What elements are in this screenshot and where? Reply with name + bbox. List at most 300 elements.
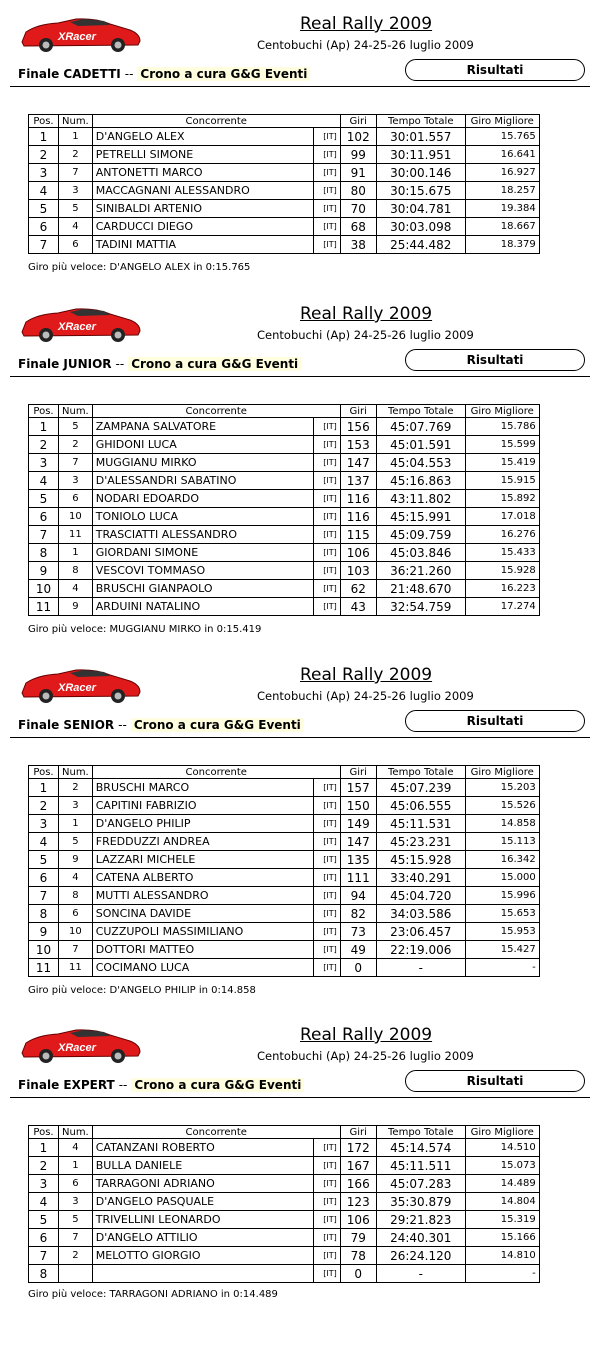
cell-best: 15.996 bbox=[465, 887, 539, 905]
table-row bbox=[29, 490, 540, 508]
cell-best: 15.203 bbox=[465, 779, 539, 797]
cell-num: 7 bbox=[59, 164, 93, 182]
cell-nat: [IT] bbox=[313, 508, 340, 526]
cell-laps: 135 bbox=[340, 851, 376, 869]
table-row bbox=[29, 1157, 540, 1175]
cell-best: 15.000 bbox=[465, 869, 539, 887]
xracer-logo bbox=[18, 304, 144, 344]
cell-name: DOTTORI MATTEO bbox=[92, 941, 313, 959]
cell-num: 5 bbox=[59, 418, 93, 436]
cell-pos: 10 bbox=[29, 941, 59, 959]
results-button[interactable]: Risultati bbox=[405, 710, 585, 732]
cell-best: 15.915 bbox=[465, 472, 539, 490]
finale-label: Finale SENIOR bbox=[18, 718, 115, 732]
cell-time: 36:21.260 bbox=[376, 562, 465, 580]
cell-laps: 79 bbox=[340, 1229, 376, 1247]
cell-time: 30:11.951 bbox=[376, 146, 465, 164]
finale-separator: -- bbox=[118, 718, 127, 732]
cell-num: 11 bbox=[59, 959, 93, 977]
event-title: Real Rally 2009 bbox=[300, 665, 433, 685]
cell-pos: 6 bbox=[29, 218, 59, 236]
cell-num: 4 bbox=[59, 580, 93, 598]
header-giri: Giri bbox=[340, 766, 376, 779]
cell-pos: 5 bbox=[29, 851, 59, 869]
cell-name: TARRAGONI ADRIANO bbox=[92, 1175, 313, 1193]
table-row bbox=[29, 905, 540, 923]
cell-name: CUZZUPOLI MASSIMILIANO bbox=[92, 923, 313, 941]
header-giri: Giri bbox=[340, 1126, 376, 1139]
header-giri: Giri bbox=[340, 405, 376, 418]
cell-num: 3 bbox=[59, 1193, 93, 1211]
table-header-row bbox=[29, 115, 540, 128]
cell-laps: 70 bbox=[340, 200, 376, 218]
cell-time: 30:00.146 bbox=[376, 164, 465, 182]
cell-num: 8 bbox=[59, 562, 93, 580]
header-pos: Pos. bbox=[29, 405, 59, 418]
cell-nat: [IT] bbox=[313, 959, 340, 977]
cell-pos: 1 bbox=[29, 779, 59, 797]
cell-nat: [IT] bbox=[313, 1247, 340, 1265]
cell-num: 9 bbox=[59, 851, 93, 869]
cell-time: 45:04.553 bbox=[376, 454, 465, 472]
cell-pos: 1 bbox=[29, 1139, 59, 1157]
xracer-logo bbox=[18, 1025, 144, 1065]
cell-best: 15.599 bbox=[465, 436, 539, 454]
cell-time: 45:15.928 bbox=[376, 851, 465, 869]
cell-laps: 167 bbox=[340, 1157, 376, 1175]
cell-nat: [IT] bbox=[313, 923, 340, 941]
cell-nat: [IT] bbox=[313, 218, 340, 236]
cell-time: 45:03.846 bbox=[376, 544, 465, 562]
cell-time: 30:04.781 bbox=[376, 200, 465, 218]
finale-heading bbox=[18, 1078, 304, 1092]
cell-best: 16.927 bbox=[465, 164, 539, 182]
cell-nat: [IT] bbox=[313, 436, 340, 454]
header-giro-migliore: Giro Migliore bbox=[465, 1126, 539, 1139]
cell-best: 15.319 bbox=[465, 1211, 539, 1229]
table-row bbox=[29, 562, 540, 580]
cell-laps: 153 bbox=[340, 436, 376, 454]
cell-laps: 147 bbox=[340, 454, 376, 472]
cell-nat: [IT] bbox=[313, 851, 340, 869]
cell-laps: 38 bbox=[340, 236, 376, 254]
table-row bbox=[29, 236, 540, 254]
table-row bbox=[29, 436, 540, 454]
cell-pos: 3 bbox=[29, 1175, 59, 1193]
logo-text: XRacer bbox=[58, 31, 96, 43]
table-row bbox=[29, 544, 540, 562]
table-row bbox=[29, 797, 540, 815]
cell-pos: 2 bbox=[29, 797, 59, 815]
table-row bbox=[29, 1265, 540, 1283]
cell-best: - bbox=[465, 1265, 539, 1283]
cell-num: 6 bbox=[59, 236, 93, 254]
cell-best: - bbox=[465, 959, 539, 977]
cell-num: 4 bbox=[59, 869, 93, 887]
cell-pos: 3 bbox=[29, 454, 59, 472]
crono-label: Crono a cura G&G Eventi bbox=[131, 718, 304, 732]
cell-nat: [IT] bbox=[313, 146, 340, 164]
header-num: Num. bbox=[59, 1126, 93, 1139]
cell-time: 32:54.759 bbox=[376, 598, 465, 616]
table-row bbox=[29, 1229, 540, 1247]
cell-time: - bbox=[376, 1265, 465, 1283]
cell-laps: 43 bbox=[340, 598, 376, 616]
cell-time: 34:03.586 bbox=[376, 905, 465, 923]
cell-name: SONCINA DAVIDE bbox=[92, 905, 313, 923]
cell-nat: [IT] bbox=[313, 1193, 340, 1211]
cell-laps: 116 bbox=[340, 508, 376, 526]
header-concorrente: Concorrente bbox=[92, 1126, 340, 1139]
cell-best: 15.419 bbox=[465, 454, 539, 472]
section-divider bbox=[10, 86, 590, 87]
section-divider bbox=[10, 376, 590, 377]
cell-pos: 10 bbox=[29, 580, 59, 598]
cell-num: 3 bbox=[59, 182, 93, 200]
cell-pos: 5 bbox=[29, 1211, 59, 1229]
cell-time: 22:19.006 bbox=[376, 941, 465, 959]
cell-num: 7 bbox=[59, 454, 93, 472]
cell-best: 14.510 bbox=[465, 1139, 539, 1157]
table-row bbox=[29, 454, 540, 472]
logo-text: XRacer bbox=[58, 321, 96, 333]
cell-num: 6 bbox=[59, 490, 93, 508]
cell-name: MUGGIANU MIRKO bbox=[92, 454, 313, 472]
cell-name: FREDDUZZI ANDREA bbox=[92, 833, 313, 851]
cell-pos: 1 bbox=[29, 418, 59, 436]
results-table bbox=[28, 1125, 540, 1283]
cell-laps: 106 bbox=[340, 1211, 376, 1229]
event-title: Real Rally 2009 bbox=[300, 304, 433, 324]
cell-laps: 106 bbox=[340, 544, 376, 562]
cell-name bbox=[92, 1265, 313, 1283]
cell-name: BULLA DANIELE bbox=[92, 1157, 313, 1175]
cell-time: 43:11.802 bbox=[376, 490, 465, 508]
cell-num: 10 bbox=[59, 508, 93, 526]
fastest-lap-note: Giro più veloce: D'ANGELO PHILIP in 0:14.858 bbox=[28, 985, 256, 996]
cell-time: 45:15.991 bbox=[376, 508, 465, 526]
cell-name: CATENA ALBERTO bbox=[92, 869, 313, 887]
cell-best: 15.166 bbox=[465, 1229, 539, 1247]
cell-name: D'ANGELO ATTILIO bbox=[92, 1229, 313, 1247]
xracer-logo bbox=[18, 14, 144, 54]
event-title: Real Rally 2009 bbox=[300, 14, 433, 34]
table-row bbox=[29, 1193, 540, 1211]
cell-name: SINIBALDI ARTENIO bbox=[92, 200, 313, 218]
cell-name: MELOTTO GIORGIO bbox=[92, 1247, 313, 1265]
results-table bbox=[28, 114, 540, 254]
cell-name: BRUSCHI MARCO bbox=[92, 779, 313, 797]
cell-time: 45:11.511 bbox=[376, 1157, 465, 1175]
cell-best: 14.804 bbox=[465, 1193, 539, 1211]
table-row bbox=[29, 598, 540, 616]
cell-name: TRASCIATTI ALESSANDRO bbox=[92, 526, 313, 544]
cell-time: 25:44.482 bbox=[376, 236, 465, 254]
cell-nat: [IT] bbox=[313, 526, 340, 544]
cell-best: 17.018 bbox=[465, 508, 539, 526]
cell-best: 15.427 bbox=[465, 941, 539, 959]
cell-num: 5 bbox=[59, 1211, 93, 1229]
table-row bbox=[29, 833, 540, 851]
cell-name: TRIVELLINI LEONARDO bbox=[92, 1211, 313, 1229]
cell-pos: 11 bbox=[29, 598, 59, 616]
cell-time: 45:07.239 bbox=[376, 779, 465, 797]
cell-time: 24:40.301 bbox=[376, 1229, 465, 1247]
cell-name: D'ANGELO ALEX bbox=[92, 128, 313, 146]
cell-name: VESCOVI TOMMASO bbox=[92, 562, 313, 580]
table-row bbox=[29, 526, 540, 544]
crono-label: Crono a cura G&G Eventi bbox=[128, 357, 301, 371]
table-row bbox=[29, 779, 540, 797]
cell-name: TADINI MATTIA bbox=[92, 236, 313, 254]
event-subtitle: Centobuchi (Ap) 24-25-26 luglio 2009 bbox=[257, 38, 474, 52]
cell-pos: 9 bbox=[29, 923, 59, 941]
cell-best: 15.526 bbox=[465, 797, 539, 815]
header-concorrente: Concorrente bbox=[92, 115, 340, 128]
cell-num: 10 bbox=[59, 923, 93, 941]
results-button[interactable]: Risultati bbox=[405, 349, 585, 371]
results-table bbox=[28, 765, 540, 977]
cell-name: LAZZARI MICHELE bbox=[92, 851, 313, 869]
cell-laps: 68 bbox=[340, 218, 376, 236]
cell-num: 1 bbox=[59, 1157, 93, 1175]
cell-nat: [IT] bbox=[313, 544, 340, 562]
cell-name: CAPITINI FABRIZIO bbox=[92, 797, 313, 815]
cell-nat: [IT] bbox=[313, 418, 340, 436]
cell-num: 3 bbox=[59, 797, 93, 815]
cell-num: 2 bbox=[59, 436, 93, 454]
cell-name: PETRELLI SIMONE bbox=[92, 146, 313, 164]
cell-best: 15.113 bbox=[465, 833, 539, 851]
cell-pos: 1 bbox=[29, 128, 59, 146]
cell-laps: 78 bbox=[340, 1247, 376, 1265]
cell-laps: 73 bbox=[340, 923, 376, 941]
cell-pos: 8 bbox=[29, 544, 59, 562]
cell-name: D'ANGELO PHILIP bbox=[92, 815, 313, 833]
cell-nat: [IT] bbox=[313, 236, 340, 254]
cell-name: ARDUINI NATALINO bbox=[92, 598, 313, 616]
cell-name: CARDUCCI DIEGO bbox=[92, 218, 313, 236]
table-row bbox=[29, 164, 540, 182]
cell-num: 7 bbox=[59, 1229, 93, 1247]
event-title: Real Rally 2009 bbox=[300, 1025, 433, 1045]
cell-time: 45:07.769 bbox=[376, 418, 465, 436]
table-row bbox=[29, 959, 540, 977]
cell-best: 18.379 bbox=[465, 236, 539, 254]
table-row bbox=[29, 1247, 540, 1265]
cell-name: D'ANGELO PASQUALE bbox=[92, 1193, 313, 1211]
cell-time: - bbox=[376, 959, 465, 977]
table-row bbox=[29, 418, 540, 436]
cell-nat: [IT] bbox=[313, 905, 340, 923]
cell-nat: [IT] bbox=[313, 472, 340, 490]
cell-name: D'ALESSANDRI SABATINO bbox=[92, 472, 313, 490]
finale-heading bbox=[18, 718, 304, 732]
cell-num: 5 bbox=[59, 200, 93, 218]
table-row bbox=[29, 869, 540, 887]
cell-name: ZAMPANA SALVATORE bbox=[92, 418, 313, 436]
cell-time: 45:01.591 bbox=[376, 436, 465, 454]
table-row bbox=[29, 128, 540, 146]
fastest-lap-note: Giro più veloce: D'ANGELO ALEX in 0:15.765 bbox=[28, 262, 251, 273]
cell-time: 26:24.120 bbox=[376, 1247, 465, 1265]
finale-separator: -- bbox=[118, 1078, 128, 1092]
header-concorrente: Concorrente bbox=[92, 405, 340, 418]
cell-pos: 4 bbox=[29, 182, 59, 200]
cell-nat: [IT] bbox=[313, 1139, 340, 1157]
cell-pos: 2 bbox=[29, 1157, 59, 1175]
cell-nat: [IT] bbox=[313, 598, 340, 616]
cell-best: 15.433 bbox=[465, 544, 539, 562]
cell-nat: [IT] bbox=[313, 941, 340, 959]
cell-nat: [IT] bbox=[313, 200, 340, 218]
cell-laps: 172 bbox=[340, 1139, 376, 1157]
table-row bbox=[29, 887, 540, 905]
cell-num: 8 bbox=[59, 887, 93, 905]
cell-nat: [IT] bbox=[313, 1211, 340, 1229]
cell-pos: 8 bbox=[29, 905, 59, 923]
event-subtitle: Centobuchi (Ap) 24-25-26 luglio 2009 bbox=[257, 1049, 474, 1063]
cell-pos: 9 bbox=[29, 562, 59, 580]
cell-nat: [IT] bbox=[313, 833, 340, 851]
header-giro-migliore: Giro Migliore bbox=[465, 115, 539, 128]
cell-nat: [IT] bbox=[313, 797, 340, 815]
cell-time: 45:09.759 bbox=[376, 526, 465, 544]
cell-laps: 111 bbox=[340, 869, 376, 887]
logo-text: XRacer bbox=[58, 682, 96, 694]
cell-laps: 150 bbox=[340, 797, 376, 815]
header-pos: Pos. bbox=[29, 1126, 59, 1139]
cell-time: 30:01.557 bbox=[376, 128, 465, 146]
cell-time: 45:07.283 bbox=[376, 1175, 465, 1193]
cell-num: 5 bbox=[59, 833, 93, 851]
cell-num: 2 bbox=[59, 1247, 93, 1265]
cell-nat: [IT] bbox=[313, 779, 340, 797]
header-giro-migliore: Giro Migliore bbox=[465, 766, 539, 779]
cell-best: 17.274 bbox=[465, 598, 539, 616]
cell-laps: 115 bbox=[340, 526, 376, 544]
table-row bbox=[29, 815, 540, 833]
table-row bbox=[29, 1175, 540, 1193]
cell-laps: 166 bbox=[340, 1175, 376, 1193]
cell-nat: [IT] bbox=[313, 490, 340, 508]
cell-num: 7 bbox=[59, 941, 93, 959]
finale-label: Finale CADETTI bbox=[18, 67, 121, 81]
cell-num: 4 bbox=[59, 218, 93, 236]
cell-pos: 7 bbox=[29, 1247, 59, 1265]
cell-pos: 2 bbox=[29, 146, 59, 164]
cell-pos: 3 bbox=[29, 164, 59, 182]
cell-num: 11 bbox=[59, 526, 93, 544]
cell-time: 35:30.879 bbox=[376, 1193, 465, 1211]
cell-nat: [IT] bbox=[313, 869, 340, 887]
cell-name: MUTTI ALESSANDRO bbox=[92, 887, 313, 905]
event-subtitle: Centobuchi (Ap) 24-25-26 luglio 2009 bbox=[257, 689, 474, 703]
cell-best: 14.810 bbox=[465, 1247, 539, 1265]
cell-nat: [IT] bbox=[313, 1265, 340, 1283]
cell-name: BRUSCHI GIANPAOLO bbox=[92, 580, 313, 598]
header-giri: Giri bbox=[340, 115, 376, 128]
cell-time: 30:03.098 bbox=[376, 218, 465, 236]
results-button[interactable]: Risultati bbox=[405, 59, 585, 81]
section-divider bbox=[10, 1097, 590, 1098]
table-row bbox=[29, 146, 540, 164]
cell-pos: 4 bbox=[29, 833, 59, 851]
cell-pos: 7 bbox=[29, 526, 59, 544]
cell-num: 4 bbox=[59, 1139, 93, 1157]
cell-nat: [IT] bbox=[313, 454, 340, 472]
cell-name: CATANZANI ROBERTO bbox=[92, 1139, 313, 1157]
cell-pos: 6 bbox=[29, 869, 59, 887]
table-row bbox=[29, 1139, 540, 1157]
cell-num: 3 bbox=[59, 472, 93, 490]
cell-best: 19.384 bbox=[465, 200, 539, 218]
table-row bbox=[29, 851, 540, 869]
cell-nat: [IT] bbox=[313, 815, 340, 833]
cell-nat: [IT] bbox=[313, 128, 340, 146]
finale-separator: -- bbox=[124, 67, 134, 81]
finale-label: Finale JUNIOR bbox=[18, 357, 112, 371]
table-header-row bbox=[29, 766, 540, 779]
header-pos: Pos. bbox=[29, 115, 59, 128]
cell-best: 15.953 bbox=[465, 923, 539, 941]
cell-time: 45:11.531 bbox=[376, 815, 465, 833]
table-row bbox=[29, 182, 540, 200]
finale-label: Finale EXPERT bbox=[18, 1078, 115, 1092]
cell-time: 45:16.863 bbox=[376, 472, 465, 490]
cell-pos: 7 bbox=[29, 887, 59, 905]
cell-pos: 6 bbox=[29, 1229, 59, 1247]
table-header-row bbox=[29, 405, 540, 418]
finale-heading bbox=[18, 67, 310, 81]
cell-laps: 0 bbox=[340, 959, 376, 977]
cell-name: COCIMANO LUCA bbox=[92, 959, 313, 977]
cell-pos: 7 bbox=[29, 236, 59, 254]
fastest-lap-note: Giro più veloce: MUGGIANU MIRKO in 0:15.419 bbox=[28, 624, 262, 635]
header-concorrente: Concorrente bbox=[92, 766, 340, 779]
table-row bbox=[29, 1211, 540, 1229]
cell-name: MACCAGNANI ALESSANDRO bbox=[92, 182, 313, 200]
logo-text: XRacer bbox=[58, 1042, 96, 1054]
cell-best: 16.223 bbox=[465, 580, 539, 598]
results-table bbox=[28, 404, 540, 616]
cell-nat: [IT] bbox=[313, 562, 340, 580]
cell-laps: 82 bbox=[340, 905, 376, 923]
cell-laps: 49 bbox=[340, 941, 376, 959]
header-num: Num. bbox=[59, 405, 93, 418]
cell-laps: 123 bbox=[340, 1193, 376, 1211]
section-divider bbox=[10, 737, 590, 738]
cell-time: 23:06.457 bbox=[376, 923, 465, 941]
cell-laps: 80 bbox=[340, 182, 376, 200]
cell-laps: 94 bbox=[340, 887, 376, 905]
table-row bbox=[29, 923, 540, 941]
cell-laps: 147 bbox=[340, 833, 376, 851]
cell-num: 1 bbox=[59, 544, 93, 562]
cell-best: 14.858 bbox=[465, 815, 539, 833]
table-row bbox=[29, 580, 540, 598]
cell-best: 15.653 bbox=[465, 905, 539, 923]
cell-laps: 102 bbox=[340, 128, 376, 146]
results-button[interactable]: Risultati bbox=[405, 1070, 585, 1092]
results-section-junior bbox=[0, 290, 600, 640]
cell-laps: 116 bbox=[340, 490, 376, 508]
finale-heading bbox=[18, 357, 301, 371]
table-header-row bbox=[29, 1126, 540, 1139]
cell-pos: 6 bbox=[29, 508, 59, 526]
cell-time: 29:21.823 bbox=[376, 1211, 465, 1229]
cell-nat: [IT] bbox=[313, 182, 340, 200]
